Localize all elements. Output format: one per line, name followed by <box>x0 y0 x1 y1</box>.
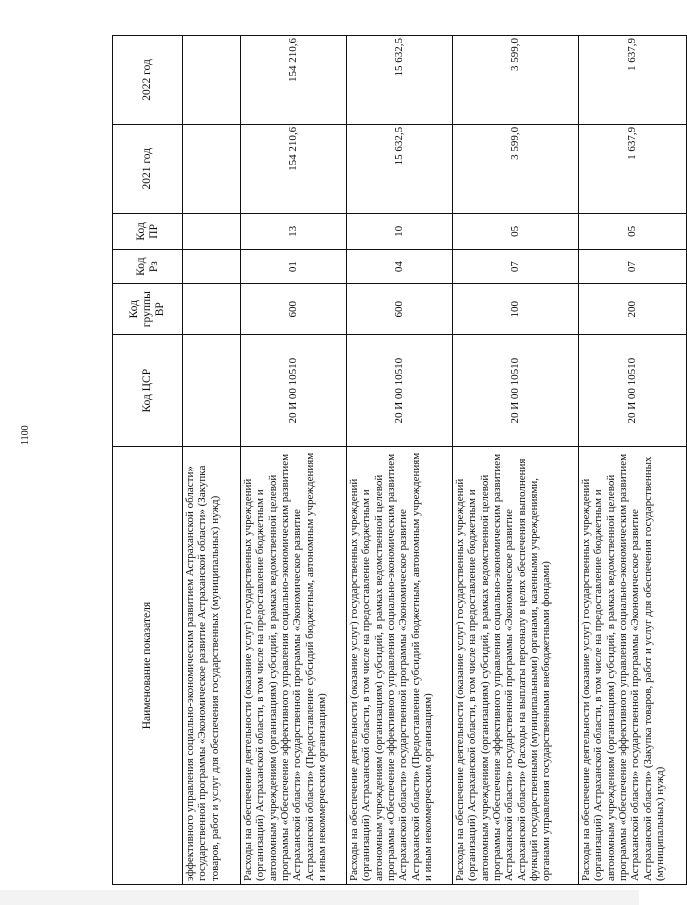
row-pr: 13 <box>241 213 347 249</box>
header-rz: Код Рз <box>113 250 183 284</box>
budget-table <box>112 35 687 885</box>
row-csr: 20 И 00 10510 <box>453 335 579 447</box>
table-row <box>579 36 687 885</box>
header-name: Наименование показателя <box>113 447 183 885</box>
table-row <box>183 36 241 885</box>
row-vr: 200 <box>579 284 687 335</box>
row-2021: 154 210,6 <box>241 124 347 213</box>
row-name: эффективного управления социально-экономическим развитием Астраханской области» государственной программы «Экономическое развитие Астраханской области» (Закупка товаров, работ и услуг для обеспечения государственных (муниципальных) нужд) <box>183 447 241 885</box>
table-row <box>453 36 579 885</box>
table-row <box>347 36 453 885</box>
row-2022: 1 637,9 <box>579 36 687 125</box>
row-rz: 07 <box>579 250 687 284</box>
row-rz: 01 <box>241 250 347 284</box>
row-name: Расходы на обеспечение деятельности (оказание услуг) государственных учреждений (организаций) Астраханской области, в том числе на предоставление бюджетным и автономным учреждениям (организациям) субсидий, в рамках ведомственной целевой программы «Обеспечение эффективного управления социально-экономическим развитием Астраханской области» государственной программы «Экономическое развитие Астраханской области» (Предоставление субсидий бюджетным, автономным учреждениям и иным некоммерческим организациям) <box>241 447 347 885</box>
row-name: Расходы на обеспечение деятельности (оказание услуг) государственных учреждений (организаций) Астраханской области, в том числе на предоставление бюджетным и автономным учреждениям (организациям) субсидий, в рамках ведомственной целевой программы «Обеспечение эффективного управления социально-экономическим развитием Астраханской области» государственной программы «Экономическое развитие Астраханской области» (Предоставление субсидий бюджетным, автономным учреждениям и иным некоммерческим организациям) <box>347 447 453 885</box>
table-header-row <box>113 36 183 885</box>
table-row <box>241 36 347 885</box>
header-2021: 2021 год <box>113 124 183 213</box>
header-vr: Код группы ВР <box>113 284 183 335</box>
row-vr <box>183 284 241 335</box>
row-2022: 154 210,6 <box>241 36 347 125</box>
row-vr: 100 <box>453 284 579 335</box>
row-pr <box>183 213 241 249</box>
page-number: 1100 <box>20 425 31 445</box>
row-rz: 04 <box>347 250 453 284</box>
row-name: Расходы на обеспечение деятельности (оказание услуг) государственных учреждений (организаций) Астраханской области, в том числе на предоставление бюджетным и автономным учреждениям (организациям) субсидий, в рамках ведомственной целевой программы «Обеспечение эффективного управления социально-экономическим развитием Астраханской области» государственной программы «Экономическое развитие Астраханской области» (Закупка товаров, работ и услуг для обеспечения государственных (муниципальных) нужд) <box>579 447 687 885</box>
row-vr: 600 <box>241 284 347 335</box>
row-csr: 20 И 00 10510 <box>579 335 687 447</box>
row-2022: 15 632,5 <box>347 36 453 125</box>
row-pr: 10 <box>347 213 453 249</box>
row-name: Расходы на обеспечение деятельности (оказание услуг) государственных учреждений (организаций) Астраханской области, в том числе на предоставление бюджетным и автономным учреждениям (организациям) субсидий, в рамках ведомственной целевой программы «Обеспечение эффективного управления социально-экономическим развитием Астраханской области» государственной программы «Экономическое развитие Астраханской области» (Расходы на выплаты персоналу в целях обеспечения выполнения функций государственными (муниципальными) органами, казенными учреждениями, органами управления государственными внебюджетными фондами) <box>453 447 579 885</box>
row-2022: 3 599,0 <box>453 36 579 125</box>
row-2021: 1 637,9 <box>579 124 687 213</box>
row-2022 <box>183 36 241 125</box>
row-rz <box>183 250 241 284</box>
row-2021: 3 599,0 <box>453 124 579 213</box>
header-pr: Код ПР <box>113 213 183 249</box>
row-2021: 15 632,5 <box>347 124 453 213</box>
row-pr: 05 <box>453 213 579 249</box>
row-2021 <box>183 124 241 213</box>
row-pr: 05 <box>579 213 687 249</box>
header-csr: Код ЦСР <box>113 335 183 447</box>
header-2022: 2022 год <box>113 36 183 125</box>
scan-bottom-edge <box>0 890 639 905</box>
row-vr: 600 <box>347 284 453 335</box>
row-csr <box>183 335 241 447</box>
rotated-table-container <box>112 35 666 885</box>
row-csr: 20 И 00 10510 <box>241 335 347 447</box>
row-csr: 20 И 00 10510 <box>347 335 453 447</box>
row-rz: 07 <box>453 250 579 284</box>
